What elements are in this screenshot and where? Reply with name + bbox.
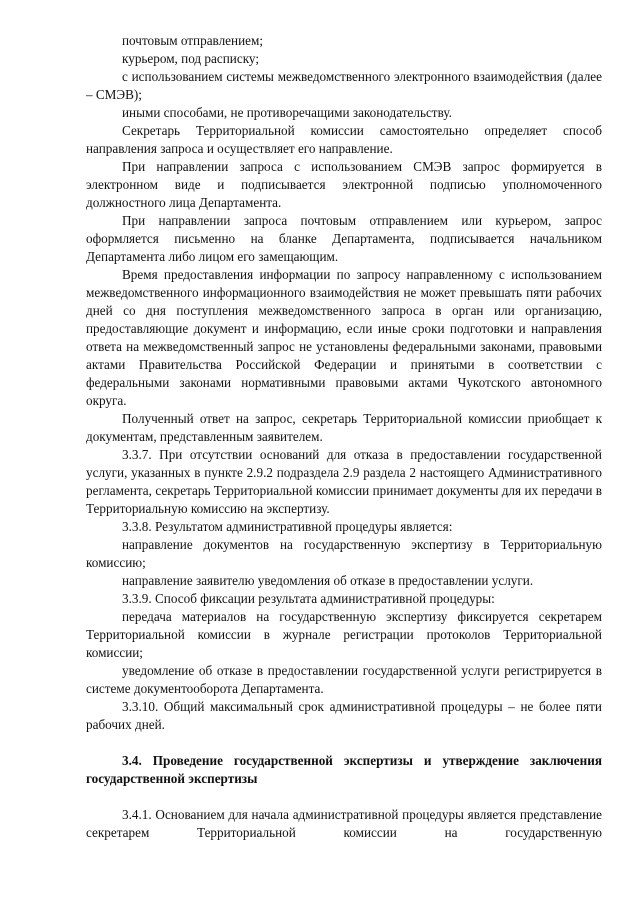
section-heading: 3.4. Проведение государственной экспертизы и утверждение заключения государственной экспертизы xyxy=(86,753,602,786)
paragraph: 3.3.8. Результатом административной процедуры является: xyxy=(122,519,453,534)
paragraph: почтовым отправлением; xyxy=(122,33,264,48)
paragraph: Время предоставления информации по запросу направленному с использованием межведомственного информационного взаимодействия не может превышать пяти рабочих дней со дня поступления межведомственного запроса в орган или организацию, предоставляющие документ и информацию, если иные сроки подготовки и направления ответа на межведомственный запрос не установлены федеральными законами, правовыми актами Правительства Российской Федерации и принятыми в соответствии с федеральными законами нормативными правовыми актами Чукотского автономного округа. xyxy=(86,267,602,408)
paragraph: передача материалов на государственную экспертизу фиксируется секретарем Территориальной комиссии в журнале регистрации протоколов Территориальной комиссии; xyxy=(86,609,602,660)
paragraph: 3.3.10. Общий максимальный срок административной процедуры – не более пяти рабочих дней. xyxy=(86,699,602,732)
paragraph: 3.3.7. При отсутствии оснований для отказа в предоставлении государственной услуги, указанных в пункте 2.9.2 подраздела 2.9 раздела 2 настоящего Административного регламента, секретарь Территориальной комиссии принимает документы для их передачи в Территориальную комиссию на экспертизу. xyxy=(86,447,602,516)
paragraph: иными способами, не противоречащими законодательству. xyxy=(122,105,452,120)
paragraph: с использованием системы межведомственного электронного взаимодействия (далее – СМЭВ); xyxy=(86,69,602,102)
paragraph: Полученный ответ на запрос, секретарь Территориальной комиссии приобщает к документам, представленным заявителем. xyxy=(86,411,602,444)
spacer xyxy=(86,788,602,806)
spacer xyxy=(86,734,602,752)
paragraph: 3.3.9. Способ фиксации результата административной процедуры: xyxy=(122,591,495,606)
paragraph: уведомление об отказе в предоставлении государственной услуги регистрируется в системе документооборота Департамента. xyxy=(86,663,602,696)
paragraph: При направлении запроса почтовым отправлением или курьером, запрос оформляется письменно на бланке Департамента, подписывается начальником Департамента либо лицом его замещающим. xyxy=(86,213,602,264)
paragraph: Секретарь Территориальной комиссии самостоятельно определяет способ направления запроса и осуществляет его направление. xyxy=(86,123,602,156)
paragraph: направление документов на государственную экспертизу в Территориальную комиссию; xyxy=(86,537,602,570)
paragraph: При направлении запроса с использованием СМЭВ запрос формируется в электронном виде и подписывается электронной подписью уполномоченного должностного лица Департамента. xyxy=(86,159,602,210)
paragraph: курьером, под расписку; xyxy=(122,51,259,66)
document-page xyxy=(86,32,602,842)
paragraph: 3.4.1. Основанием для начала административной процедуры является представление секретарем Территориальной комиссии на государственную xyxy=(86,807,602,840)
paragraph: направление заявителю уведомления об отказе в предоставлении услуги. xyxy=(122,573,534,588)
